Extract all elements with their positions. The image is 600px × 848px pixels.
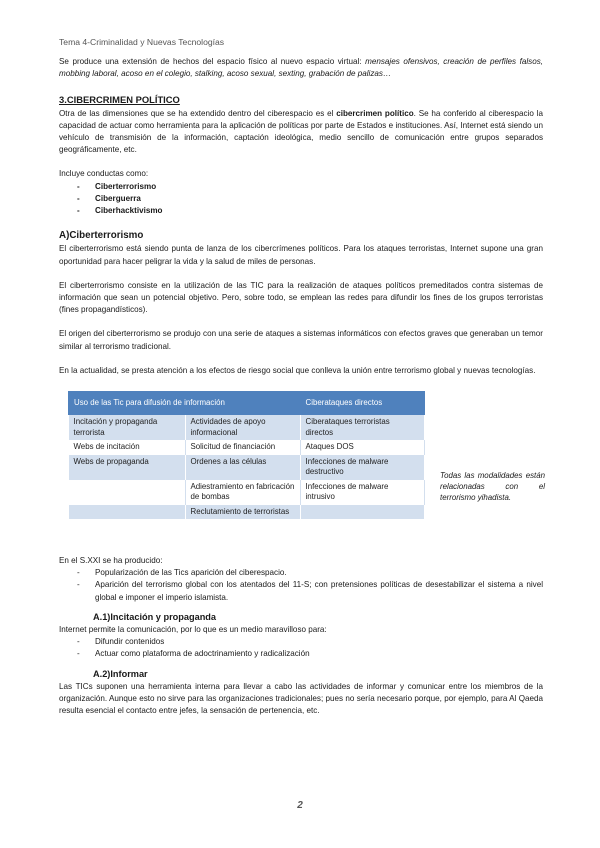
section-a2-title: A.2)Informar [93, 668, 148, 679]
table-cell [69, 505, 186, 520]
section-3-title: 3.CIBERCRIMEN POLÍTICO [59, 94, 180, 106]
sxxi-intro: En el S.XXI se ha producido: [59, 556, 163, 566]
section-a1-intro: Internet permite la comunicación, por lo que es un medio maravilloso para: [59, 625, 327, 635]
includes-label: Incluye conductas como: [59, 169, 149, 179]
table-row [69, 505, 425, 520]
section-a2-paragraph: Las TICs suponen una herramienta interna para llevar a cabo las actividades de informar y comunicar entre los miembros de la organización. Aunque esto no sirve para las organizaciones tradicionales; pues no sería necesario porque, por ejemplo, para Al Qaeda resulta esencial el contacto entre jefes, la sensación de pertenencia, etc. [59, 681, 543, 716]
table-header-row [69, 392, 425, 415]
intro-paragraph [59, 56, 543, 80]
intro-plain: Se produce una extensión de hechos del espacio físico al nuevo espacio virtual: [59, 57, 366, 66]
section-a-paragraph-4: En la actualidad, se presta atención a los efectos de riesgo social que conlleva la unión entre terrorismo global y nuevas tecnologías. [59, 365, 536, 375]
list-item: - Ciberhacktivismo [59, 205, 543, 217]
section-a-title: A)Ciberterrorismo [59, 230, 144, 242]
table-cell: Incitación y propaganda terrorista [69, 415, 186, 441]
page-number: 2 [297, 800, 303, 811]
table-header-left: Uso de las Tic para difusión de información [69, 392, 301, 415]
list-item: - Ciberguerra [59, 193, 543, 205]
conduct-list [59, 181, 543, 218]
table-side-note: Todas las modalidades están relacionadas con el terrorismo yihadista. [440, 471, 545, 503]
table-row [69, 440, 425, 455]
section-a1-title: A.1)Incitación y propaganda [93, 611, 217, 622]
tics-table-block [68, 391, 543, 543]
table-cell: Actividades de apoyo informacional [185, 415, 300, 441]
list-item: - Popularización de las Tics aparición del ciberespacio. [59, 567, 543, 579]
table-cell: Ataques DOS [300, 440, 425, 455]
section-a-paragraph-3: El origen del ciberterrorismo se produjo con una serie de ataques a sistemas informáticos con efectos graves que generaban un temor similar al terrorismo tradicional. [59, 329, 543, 351]
section-a-paragraph-1: El ciberterrorismo está siendo punta de lanza de los cibercrímenes políticos. Para los ataques terroristas, Internet supone una gran oportunidad para hacer peligrar la vida y la salud de miles de personas. [59, 244, 543, 266]
sxxi-list [59, 567, 543, 604]
section-3-paragraph: Otra de las dimensiones que se ha extendido dentro del ciberespacio es el cibercrimen político. Se ha conferido al ciberespacio la capacidad de actuar como herramienta para la aplicación de políticas por parte de Estados e instituciones. Así, Internet está siendo un vehículo de transmisión de la información, captación ideológica, medio sencillo de comunicación entre grupos separados geográficamente, etc. [59, 108, 543, 155]
table-cell: Adiestramiento en fabricación de bombas [185, 480, 300, 505]
table-row [69, 480, 425, 505]
table-cell: Reclutamiento de terroristas [185, 505, 300, 520]
list-item: - Ciberterrorismo [59, 181, 543, 193]
section-a-paragraph-2: El ciberterrorismo consiste en la utilización de las TIC para la realización de ataques políticos premeditados contra sistemas de información que sean un potencial objetivo. Pero, sobre todo, se emplean las redes para difundir los fines de los grupos terroristas (fines propagandísticos). [59, 280, 543, 315]
table-cell: Webs de propaganda [69, 455, 186, 480]
table-cell: Ordenes a las células [185, 455, 300, 480]
table-row [69, 415, 425, 441]
table-cell: Solicitud de financiación [185, 440, 300, 455]
list-item: - Difundir contenidos [59, 636, 543, 648]
intro-italic: mensajes ofensivos, creación de perfiles falsos, mobbing laboral, acoso en el colegio, stalking, acoso sexual, sexting, grabación de palizas… [59, 57, 544, 79]
cibercrimen-politico-term: cibercrimen político [336, 108, 414, 118]
page-header: Tema 4-Criminalidad y Nuevas Tecnologías [59, 37, 225, 47]
table-cell: Webs de incitación [69, 440, 186, 455]
list-item: - Aparición del terrorismo global con los atentados del 11-S; con pretensiones políticas de desestabilizar el sistema a nivel global e imponer el imperio islamista. [59, 579, 543, 603]
table-cell: Infecciones de malware destructivo [300, 455, 425, 480]
table-row [69, 455, 425, 480]
tics-table [68, 391, 425, 519]
table-cell [69, 480, 186, 505]
section-a1-list [59, 636, 543, 660]
table-cell [300, 505, 425, 520]
document-body [59, 56, 543, 718]
table-header-right: Ciberataques directos [300, 392, 425, 415]
table-cell: Ciberataques terroristas directos [300, 415, 425, 441]
table-cell: Infecciones de malware intrusivo [300, 480, 425, 505]
list-item: - Actuar como plataforma de adoctrinamiento y radicalización [59, 648, 543, 660]
